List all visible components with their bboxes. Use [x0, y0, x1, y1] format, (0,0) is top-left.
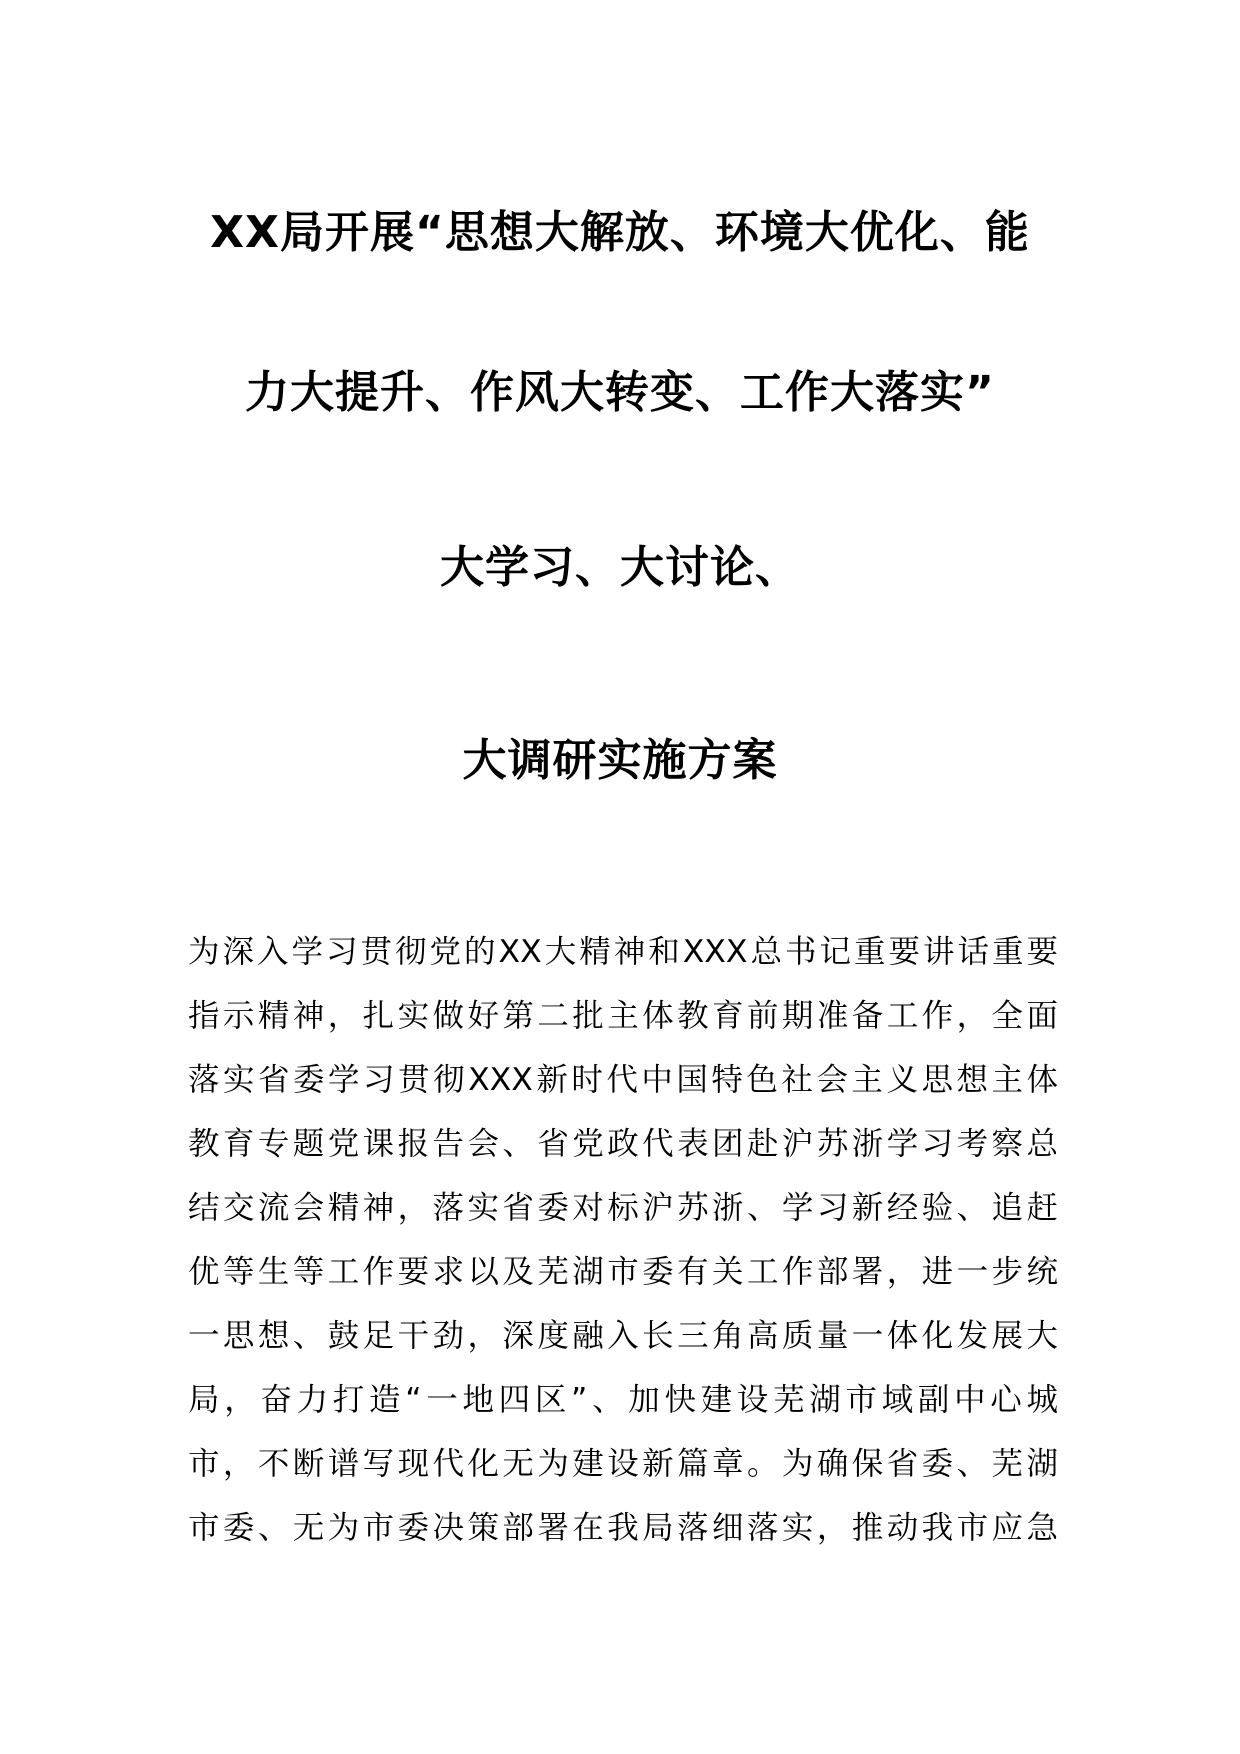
body-line: 市，不断谱写现代化无为建设新篇章。为确保省委、芜湖 — [188, 1446, 1058, 1482]
body-line: 结交流会精神，落实省委对标沪苏浙、学习新经验、追赶 — [188, 1190, 1058, 1226]
body-line: 优等生等工作要求以及芜湖市委有关工作部署，进一步统 — [188, 1254, 1058, 1290]
document-title-line-4: 大调研实施方案 — [462, 735, 778, 786]
body-line: 教育专题党课报告会、省党政代表团赴沪苏浙学习考察总 — [188, 1126, 1058, 1162]
body-line: 局，奋力打造“一地四区”、加快建设芜湖市域副中心城 — [188, 1382, 1058, 1418]
body-line: 指示精神，扎实做好第二批主体教育前期准备工作，全面 — [188, 998, 1058, 1034]
document-title-line-3: 大学习、大讨论、 — [440, 542, 800, 593]
document-title-line-2: 力大提升、作风大转变、工作大落实” — [245, 367, 995, 418]
body-line: 落实省委学习贯彻XXX新时代中国特色社会主义思想主体 — [188, 1062, 1058, 1098]
body-line: 市委、无为市委决策部署在我局落细落实，推动我市应急 — [188, 1510, 1058, 1546]
body-line: 一思想、鼓足干劲，深度融入长三角高质量一体化发展大 — [188, 1318, 1058, 1354]
body-paragraph — [188, 920, 1058, 1560]
document-title-line-1: XX局开展“思想大解放、环境大优化、能 — [210, 207, 1030, 258]
body-line: 为深入学习贯彻党的XX大精神和XXX总书记重要讲话重要 — [188, 934, 1058, 970]
